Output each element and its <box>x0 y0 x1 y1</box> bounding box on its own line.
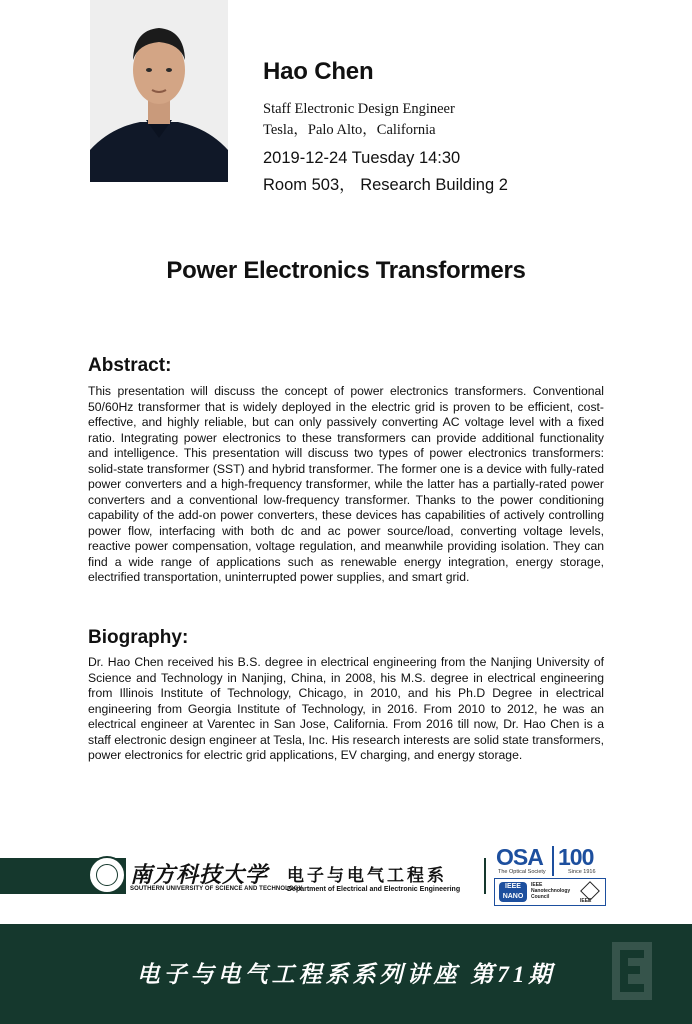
university-seal-icon <box>88 856 126 894</box>
speaker-role: Staff Electronic Design Engineer <box>263 101 455 117</box>
university-name-en: SOUTHERN UNIVERSITY OF SCIENCE AND TECHNOLOGY <box>130 886 303 892</box>
osa-wordmark: OSA <box>496 844 543 870</box>
event-venue: Room 503， Research Building 2 <box>263 176 508 194</box>
ieee-nano-badge <box>499 882 527 902</box>
speaker-name: Hao Chen <box>263 58 374 85</box>
osa-centennial: 100 <box>558 844 594 870</box>
department-name-cn: 电子与电气工程系 <box>287 866 447 885</box>
abstract-heading: Abstract: <box>88 355 172 376</box>
ieee-badge-top: IEEE <box>505 883 521 890</box>
speaker-location: Tesla，Palo Alto，California <box>263 122 436 138</box>
ieee-badge-bottom: NANO <box>502 893 524 900</box>
ieee-council-text: IEEE Nanotechnology Council <box>531 882 571 900</box>
biography-heading: Biography: <box>88 627 189 648</box>
speaker-photo <box>90 0 228 182</box>
osa-subtitle: The Optical Society <box>498 869 546 875</box>
osa-logo <box>496 844 606 878</box>
talk-title: Power Electronics Transformers <box>166 257 526 284</box>
lecture-series-title: 电子与电气工程系系列讲座 第71期 <box>136 962 556 987</box>
biography-text: Dr. Hao Chen received his B.S. degree in electrical engineering from the Nanjing University of Science and Technology in Nanjing, China, in 2008, his M.S. degree in electrical engineering from Illinois Institute of Technology, Chicago, in 2010, and his Ph.D Degree in electrical engineering from Georgia Institute of Technology, in 2016. From 2010 to 2012, he was an electrical engineer at Varentec in San Jose, California. From 2016 till now, Dr. Hao Chen is a staff electronic design engineer at Tesla, Inc. His research interests are solid state transformers, power electronics for electric grid applications, EV charging, and energy storage. <box>88 655 604 762</box>
event-datetime: 2019-12-24 Tuesday 14:30 <box>263 149 461 167</box>
abstract-text: This presentation will discuss the concept of power electronics transformers. Conventional 50/60Hz transformer that is widely deployed in the electric grid is proven to be efficient, cost-effective, and highly reliable, but can only passively converting AC voltage level with a fixed ratio. Integrating power electronics to these transformers can provide additional functionality and intelligence. This presentation will discuss two types of power electronics transformers: solid-state transformer (SST) and hybrid transformer. The former one is a device with fully-rated power converters and a high-frequency transformer, while the latter has a partially-rated power converters and a conventional low-frequency transformer. Thanks to the power conditioning capability of the add-on power converters, these devices has capabilities of actively controlling power flow, interfacing with both dc and ac power source/load, converting voltage levels, reactive power compensation, voltage regulation, and meanwhile providing isolation. They can find a wide range of applications such as renewable energy integration, energy storage, electrified transportation, uninterrupted power supplies, and smart grid. <box>88 384 604 584</box>
osa-divider <box>552 846 554 876</box>
ieee-nano-logo <box>494 878 606 906</box>
university-name-cn: 南方科技大学 <box>130 862 269 887</box>
department-name-en: Department of Electrical and Electronic Engineering <box>287 886 461 893</box>
osa-since: Since 1916 <box>568 869 596 875</box>
department-watermark-icon <box>604 936 660 1006</box>
ieee-mini-label: IEEE <box>580 898 592 904</box>
